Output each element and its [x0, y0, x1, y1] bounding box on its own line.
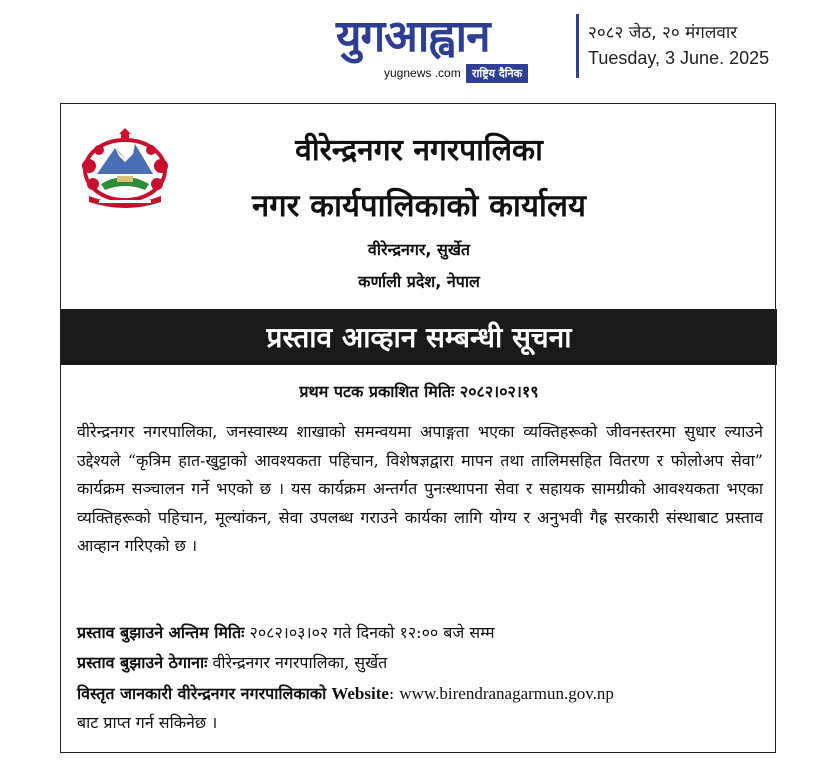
website-suffix-row [77, 711, 767, 733]
notice-title-banner [61, 309, 777, 365]
date-nepali: २०८२ जेठ, २० मंगलवार [588, 23, 738, 43]
submission-address-label: प्रस्ताव बुझाउने ठेगानाः [77, 653, 208, 672]
website-label-prefix: विस्तृत जानकारी वीरेन्द्रनगर नगरपालिकाको [77, 684, 327, 703]
submission-address-row [77, 651, 767, 673]
notice-title: प्रस्ताव आव्हान सम्बन्धी सूचना [266, 321, 572, 354]
masthead-divider [576, 14, 579, 78]
logo-tagline: राष्ट्रिय दैनिक [466, 64, 528, 83]
submission-address-value: वीरेन्द्रनगर नगरपालिका, सुर्खेत [212, 653, 388, 672]
first-published-date: प्रथम पटक प्रकाशित मितिः २०८२।०२।१९ [299, 382, 539, 401]
website-row: विस्तृत जानकारी वीरेन्द्रनगर नगरपालिकाको Website: www.birendranagarmun.gov.np [77, 684, 614, 703]
date-english: Tuesday, 3 June. 2025 [588, 48, 770, 68]
office-subtitle: नगर कार्यपालिकाको कार्यालय [252, 188, 586, 224]
logo-text: युगआह्वान [336, 11, 490, 62]
logo-domain: yugnews .com [384, 66, 461, 80]
address-line-2: कर्णाली प्रदेश, नेपाल [358, 272, 480, 291]
website-label-word: Website [331, 684, 389, 703]
website-suffix: बाट प्राप्त गर्न सकिनेछ । [77, 713, 218, 732]
notice-body: वीरेन्द्रनगर नगरपालिका, जनस्वास्थ्य शाखाको समन्वयमा अपाङ्गता भएका व्यक्तिहरूको जीवनस्तरमा सुधार ल्याउने उद्देश्यले “कृत्रिम हात-खुट्टाको आवश्यकता पहिचान, विशेषज्ञद्वारा मापन तथा तालिमसहित वितरण र फोलोअप सेवा” कार्यक्रम सञ्चालन गर्ने भएको छ । यस कार्यक्रम अन्तर्गत पुनःस्थापना सेवा र सहायक सामग्रीको आवश्यकता भएका व्यक्तिहरूको पहिचान, मूल्यांकन, सेवा उपलब्ध गराउने कार्यका लागि योग्य र अनुभवी गैह्र सरकारी संस्थाबाट प्रस्ताव आव्हान गरिएको छ । [77, 422, 763, 555]
public-notice [60, 103, 776, 753]
newspaper-logo [336, 11, 572, 84]
address-line-1: वीरेन्द्रनगर, सुर्खेत [367, 240, 471, 259]
deadline-label: प्रस्ताव बुझाउने अन्तिम मितिः [77, 623, 245, 642]
office-name: वीरेन्द्रनगर नगरपालिका [295, 133, 543, 168]
website-url[interactable]: www.birendranagarmun.gov.np [399, 684, 614, 703]
deadline-row [77, 621, 767, 643]
newspaper-masthead [0, 0, 827, 96]
deadline-value: २०८२।०३।०२ गते दिनको १२:०० बजे सम्म [249, 623, 495, 642]
